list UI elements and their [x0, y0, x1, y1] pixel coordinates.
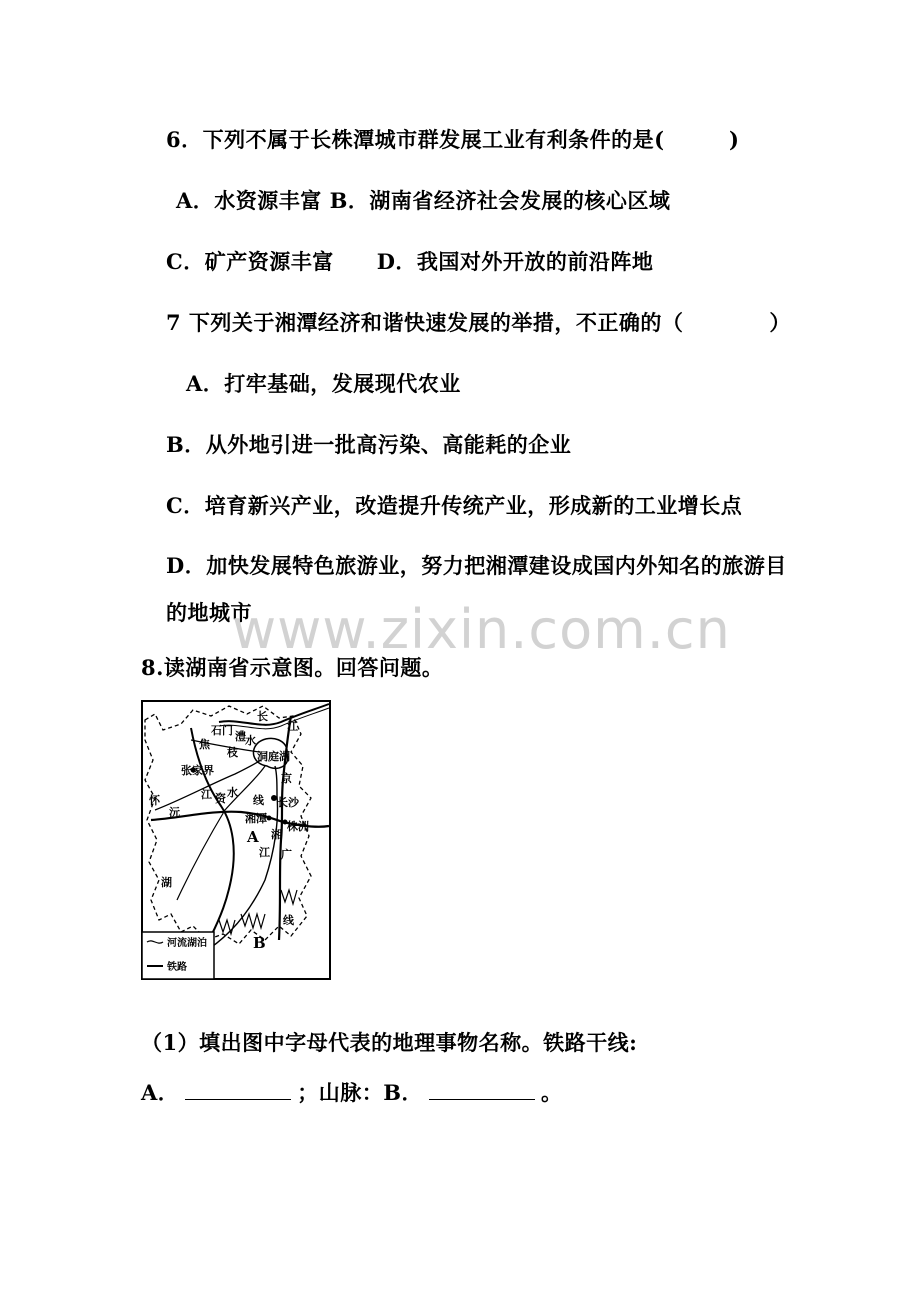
label-shui-2: 水: [227, 786, 238, 799]
q7-option-a: A．打牢基础，发展现代农业: [186, 371, 461, 396]
q7-option-d-line2: 的地城市: [166, 600, 252, 625]
q8-sub1: （1）填出图中字母代表的地理事物名称。铁路干线:: [141, 1030, 638, 1055]
label-zhi: 枝: [227, 746, 238, 759]
label-xiangtan: 湘潭: [245, 812, 267, 825]
q8-answer-line: [141, 1077, 563, 1107]
label-yuan: 沅: [169, 806, 180, 819]
label-huai: 怀: [149, 794, 160, 807]
label-jiang-1: 江: [287, 720, 298, 733]
label-changsha: 长沙: [277, 796, 299, 809]
hunan-map: [141, 700, 331, 980]
q8-stem: 8.读湖南省示意图。回答问题。: [141, 655, 444, 680]
q7-option-c: C．培育新兴产业，改造提升传统产业，形成新的工业增长点: [166, 493, 743, 518]
label-xian: 线: [253, 794, 264, 807]
label-shimen: 石门: [211, 724, 233, 737]
map-legend: [142, 932, 214, 979]
answer-b-blank[interactable]: [429, 1081, 535, 1100]
label-jiao: 焦: [199, 738, 210, 751]
label-jing: 京: [281, 772, 292, 785]
label-jiang-yuan: 江: [201, 788, 212, 801]
answer-a-blank[interactable]: [185, 1081, 291, 1100]
watermark: www.zixin.com.cn: [232, 598, 731, 661]
label-zhuzhou: 株洲: [287, 820, 309, 833]
label-jiang-2: 江: [259, 846, 270, 859]
q6-options-cd: C．矿产资源丰富 D．我国对外开放的前沿阵地: [166, 249, 654, 274]
answer-mid: ；山脉：B．: [297, 1080, 424, 1105]
legend-railway: 铁路: [167, 962, 187, 973]
q7-option-d-line1: D．加快发展特色旅游业，努力把湘潭建设成国内外知名的旅游目: [166, 553, 787, 578]
label-letter-b: B: [253, 934, 266, 952]
q6-options-ab: A．水资源丰富 B．湖南省经济社会发展的核心区域: [176, 188, 671, 213]
label-xiang: 湘: [271, 828, 282, 841]
label-dongting: 洞庭湖: [257, 750, 290, 763]
label-xian-2: 线: [283, 914, 294, 927]
legend-rivers: 河流湖泊: [167, 938, 207, 949]
answer-a-prefix: A．: [141, 1080, 180, 1105]
q7-stem: 7 下列关于湘潭经济和谐快速发展的举措，不正确的（ ）: [166, 310, 791, 335]
label-zhangjiajie: 张家界: [181, 764, 214, 777]
label-letter-a: A: [247, 828, 259, 846]
label-hu: 湖: [161, 876, 172, 889]
q6-stem: 6．下列不属于长株潭城市群发展工业有利条件的是( ): [166, 127, 740, 152]
label-zi: 资: [215, 792, 226, 805]
answer-end: 。: [541, 1080, 563, 1105]
q7-option-b: B．从外地引进一批高污染、高能耗的企业: [166, 432, 572, 457]
xiangtan-dot: [267, 816, 272, 821]
label-guang: 广: [281, 848, 292, 861]
label-shui-1: 水: [245, 734, 256, 747]
label-li: 澧: [235, 730, 246, 743]
label-chang: 长: [257, 710, 268, 723]
